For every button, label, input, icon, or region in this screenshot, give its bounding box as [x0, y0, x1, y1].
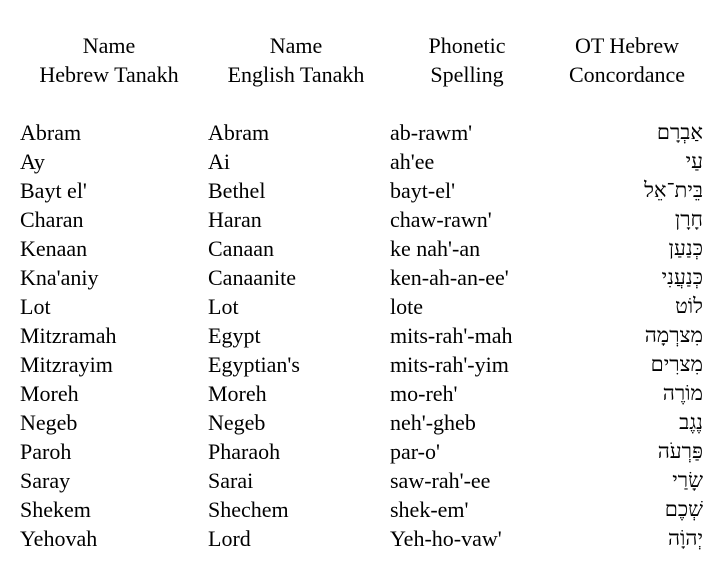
hebrew-name-cell: Charan: [20, 207, 84, 232]
concordance-cell: עַי: [685, 149, 703, 173]
concordance-cell: שְׁכֶם: [664, 497, 703, 521]
english-name-cell: Egyptian's: [208, 352, 300, 377]
table-row: [0, 118, 727, 147]
hebrew-name-cell: Moreh: [20, 381, 79, 406]
table-row: [0, 379, 727, 408]
table-row: [0, 350, 727, 379]
english-name-cell: Haran: [208, 207, 262, 232]
concordance-cell: כְּנַעַן: [668, 236, 703, 260]
english-name-cell: Negeb: [208, 410, 266, 435]
phonetic-cell: shek-em': [390, 497, 469, 522]
phonetic-cell: ab-rawm': [390, 120, 473, 145]
english-name-cell: Canaanite: [208, 265, 296, 290]
hebrew-name-cell: Negeb: [20, 410, 78, 435]
header-line: Concordance: [568, 62, 686, 87]
concordance-cell: אַבְרָם: [656, 120, 703, 144]
hebrew-name-cell: Shekem: [20, 497, 91, 522]
english-name-cell: Sarai: [208, 468, 254, 493]
hebrew-name-cell: Paroh: [20, 439, 72, 464]
hebrew-name-cell: Kenaan: [20, 236, 88, 261]
concordance-cell: שָׂרַי: [672, 468, 703, 492]
header-line: Phonetic: [428, 33, 506, 58]
concordance-cell: מִצרִים: [650, 352, 703, 376]
table-header: [0, 31, 727, 91]
table-row: [0, 437, 727, 466]
english-name-cell: Ai: [208, 149, 230, 174]
table-row: [0, 321, 727, 350]
english-name-cell: Bethel: [208, 178, 266, 203]
english-name-cell: Moreh: [208, 381, 267, 406]
english-name-cell: Shechem: [208, 497, 289, 522]
concordance-cell: כְּנַעֲנִי: [661, 265, 703, 289]
concordance-cell: נֶגֶב: [679, 410, 703, 434]
header-english-tanakh: [208, 31, 384, 89]
concordance-cell: מוֹרֶה: [662, 381, 703, 405]
hebrew-name-cell: Mitzrayim: [20, 352, 113, 377]
english-name-cell: Egypt: [208, 323, 261, 348]
table-row: [0, 147, 727, 176]
header-line: Name: [82, 33, 136, 58]
table-row: [0, 408, 727, 437]
table-row: [0, 466, 727, 495]
hebrew-name-cell: Ay: [20, 149, 45, 174]
english-name-cell: Canaan: [208, 236, 274, 261]
header-hebrew-tanakh: [20, 31, 198, 89]
hebrew-name-cell: Mitzramah: [20, 323, 117, 348]
phonetic-cell: ke nah'-an: [390, 236, 481, 261]
phonetic-cell: mits-rah'-mah: [390, 323, 513, 348]
phonetic-cell: mits-rah'-yim: [390, 352, 509, 377]
phonetic-cell: mo-reh': [390, 381, 458, 406]
table-row: [0, 524, 727, 553]
concordance-cell: יְהוָֹה: [667, 526, 703, 550]
header-line: English Tanakh: [227, 62, 365, 87]
english-name-cell: Lord: [208, 526, 251, 551]
phonetic-cell: ah'ee: [390, 149, 435, 174]
header-line: Hebrew Tanakh: [39, 62, 179, 87]
table-row: [0, 234, 727, 263]
hebrew-name-cell: Kna'aniy: [20, 265, 99, 290]
table-row: [0, 205, 727, 234]
english-name-cell: Lot: [208, 294, 239, 319]
concordance-cell: פַּרְעֹה: [657, 439, 703, 463]
phonetic-cell: Yeh-ho-vaw': [390, 526, 502, 551]
hebrew-name-cell: Bayt el': [20, 178, 87, 203]
header-ot-hebrew-concordance: [552, 31, 702, 89]
table-row: [0, 176, 727, 205]
table-row: [0, 292, 727, 321]
hebrew-name-cell: Abram: [20, 120, 82, 145]
concordance-cell: חָרָן: [674, 207, 703, 231]
hebrew-name-cell: Yehovah: [20, 526, 98, 551]
concordance-cell: לוֹט: [675, 294, 703, 318]
phonetic-cell: par-o': [390, 439, 440, 464]
phonetic-cell: saw-rah'-ee: [390, 468, 491, 493]
phonetic-cell: neh'-gheb: [390, 410, 476, 435]
table-row: [0, 495, 727, 524]
table-row: [0, 263, 727, 292]
concordance-cell: בֵּית־אֵל: [644, 178, 703, 202]
header-line: Spelling: [430, 62, 504, 87]
concordance-cell: מִצרְמָה: [644, 323, 703, 347]
header-line: Name: [269, 33, 323, 58]
phonetic-cell: bayt-el': [390, 178, 456, 203]
phonetic-cell: lote: [390, 294, 423, 319]
header-phonetic-spelling: [392, 31, 542, 89]
header-line: OT Hebrew: [574, 33, 680, 58]
phonetic-cell: ken-ah-an-ee': [390, 265, 509, 290]
english-name-cell: Abram: [208, 120, 270, 145]
phonetic-cell: chaw-rawn': [390, 207, 492, 232]
english-name-cell: Pharaoh: [208, 439, 281, 464]
hebrew-name-cell: Saray: [20, 468, 71, 493]
hebrew-name-cell: Lot: [20, 294, 51, 319]
table-body: [0, 118, 727, 553]
